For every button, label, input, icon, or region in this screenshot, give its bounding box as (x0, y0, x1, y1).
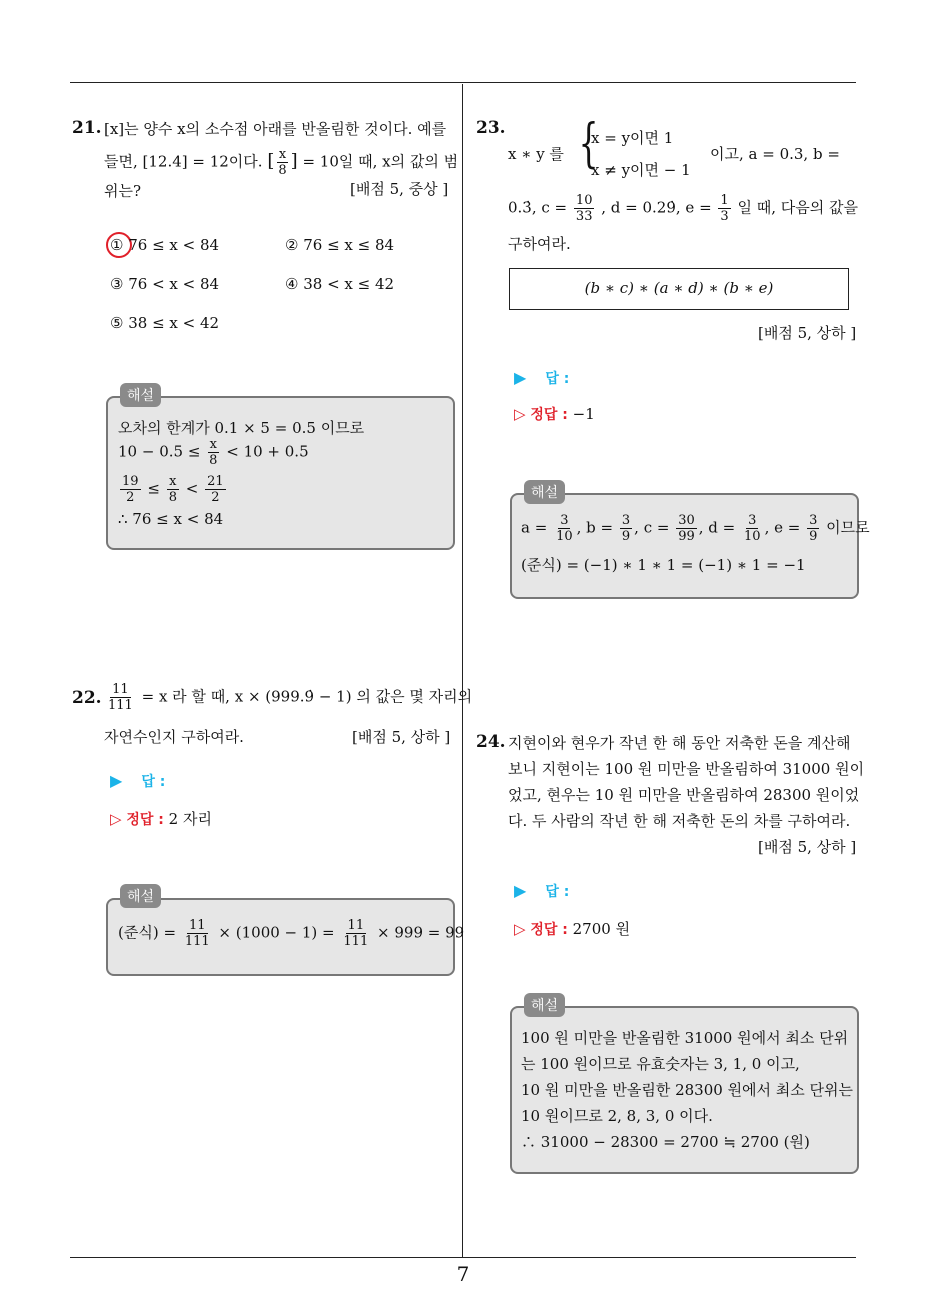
outline-triangle-icon: ▷ (514, 405, 526, 423)
outline-triangle-icon: ▷ (514, 920, 526, 938)
solution-line: 오차의 한계가 0.1 × 5 = 0.5 이므로 (118, 419, 365, 437)
solution-line: 10 − 0.5 ≤ $\frac{x}{8}$ < 10 + 0.5 (118, 437, 309, 468)
solution-line: ∴ 76 ≤ x < 84 (118, 510, 224, 528)
choice-3[interactable]: ③ 76 < x < 84 (110, 275, 220, 293)
solution-tab: 해설 (120, 383, 161, 407)
score-meta: [배점 5, 상하 ] (352, 728, 451, 746)
case-line: x = y이면 1 (591, 129, 674, 147)
solution-line: (준식) = (−1) ∗ 1 ∗ 1 = (−1) ∗ 1 = −1 (521, 556, 806, 574)
solution-line: (준식) = $\frac{11}{111}$ × (1000 − 1) = $\frac{11}{111}$ × 999 = 99 (118, 918, 465, 949)
question-text: 보니 지현이는 100 원 미만을 반올림하여 31000 원이 (508, 760, 865, 778)
question-text: $\frac{11}{111}$ = x 라 할 때, x × (999.9̇ − 1) 의 값은 몇 자리의 (108, 682, 473, 713)
solution-line: 10 원이므로 2, 8, 3, 0 이다. (521, 1107, 713, 1125)
correct-answer-row: ▷ 정답 : 2700 원 (514, 920, 631, 938)
answer-row: ▶ 답 : (110, 771, 166, 790)
column-divider (462, 84, 463, 1258)
score-meta: [배점 5, 상하 ] (758, 324, 857, 342)
solution-line: a = $\frac{3}{10}$ , b = $\frac{3}{9}$ , c = $\frac{30}{99}$ , d = $\frac{3}{10}$ , e = $\frac{3}{9}$ 이므로 (521, 513, 870, 544)
top-rule (70, 82, 856, 83)
choice-4[interactable]: ④ 38 < x ≤ 42 (285, 275, 395, 293)
question-text: 들면, [12.4] = 12이다. [ $\frac{x}{8}$ ] = 10일 때, x의 값의 범 (104, 147, 459, 178)
choice-2[interactable]: ② 76 ≤ x ≤ 84 (285, 236, 395, 254)
solution-tab: 해설 (120, 884, 161, 908)
question-number: 21. (72, 118, 102, 138)
correct-answer-row: ▷ 정답 : −1 (514, 405, 595, 423)
question-text: 지현이와 현우가 작년 한 해 동안 저축한 돈을 계산해 (508, 734, 851, 752)
case-line: x ≠ y이면 − 1 (591, 161, 691, 179)
outline-triangle-icon: ▷ (110, 810, 122, 828)
question-text: 구하여라. (508, 235, 571, 253)
solution-tab: 해설 (524, 480, 565, 504)
question-text: 자연수인지 구하여라. (104, 728, 244, 746)
boxed-expression: (b ∗ c) ∗ (a ∗ d) ∗ (b ∗ e) (584, 279, 774, 297)
question-text: [x]는 양수 x의 소수점 아래를 반올림한 것이다. 예를 (104, 120, 447, 138)
solution-tab: 해설 (524, 993, 565, 1017)
play-triangle-icon: ▶ (514, 881, 527, 900)
question-text: 0.3̇, c = $\frac{10}{33}$ , d = 0.29̇, e = $\frac{1}{3}$ 일 때, 다음의 값을 (508, 193, 858, 224)
page-number: 7 (456, 1262, 470, 1286)
question-number: 22. (72, 688, 102, 708)
question-number: 23. (476, 118, 506, 138)
question-number: 24. (476, 732, 506, 752)
solution-line: 는 100 원이므로 유효숫자는 3, 1, 0 이고, (521, 1055, 800, 1073)
solution-line: $\frac{19}{2}$ ≤ $\frac{x}{8}$ < $\frac{21}{2}$ (122, 474, 224, 505)
play-triangle-icon: ▶ (110, 771, 123, 790)
solution-line: 100 원 미만을 반올림한 31000 원에서 최소 단위 (521, 1029, 849, 1047)
solution-line: ∴ 31000 − 28300 = 2700 ≒ 2700 (원) (521, 1133, 810, 1151)
answer-row: ▶ 답 : (514, 368, 570, 387)
bottom-rule (70, 1257, 856, 1258)
play-triangle-icon: ▶ (514, 368, 527, 387)
choice-1[interactable]: ① 76 ≤ x < 84 (110, 236, 220, 254)
solution-line: 10 원 미만을 반올림한 28300 원에서 최소 단위는 (521, 1081, 854, 1099)
solution-box (510, 493, 859, 599)
question-text: 었고, 현우는 10 원 미만을 반올림하여 28300 원이었 (508, 786, 860, 804)
question-text: 이고, a = 0.3, b = (710, 145, 840, 163)
question-text: 위는? (104, 182, 142, 200)
operator-definition: x ∗ y 를 (508, 145, 564, 163)
correct-answer-row: ▷ 정답 : 2 자리 (110, 810, 212, 828)
answer-row: ▶ 답 : (514, 881, 570, 900)
case-brace: { (578, 114, 599, 174)
score-meta: [배점 5, 상하 ] (758, 838, 857, 856)
choice-5[interactable]: ⑤ 38 ≤ x < 42 (110, 314, 220, 332)
score-meta: [배점 5, 중상 ] (350, 180, 449, 198)
question-text: 다. 두 사람의 작년 한 해 저축한 돈의 차를 구하여라. (508, 812, 851, 830)
